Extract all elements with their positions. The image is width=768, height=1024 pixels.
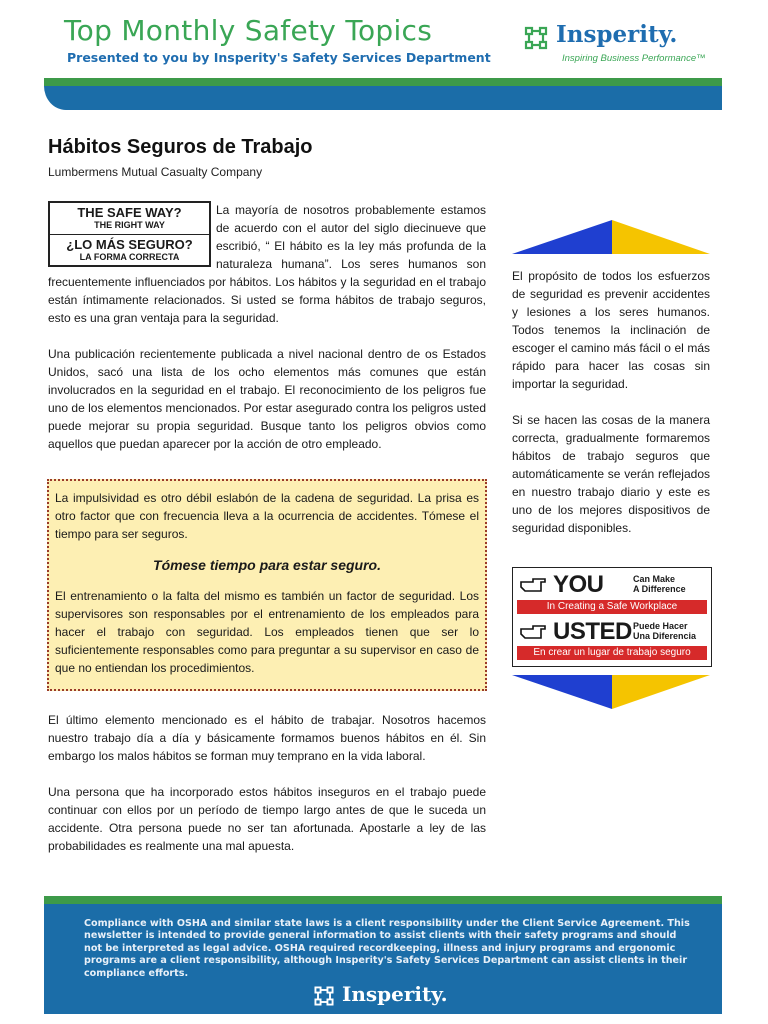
intro-text: La mayoría de nosotros probablemente estamos de acuerdo con el autor del siglo diecinueve que escribió, “ El hábito es la ley más profunda de la naturaleza humana”. Los seres humanos son frecuentemente influenciados por hábitos. Los hábitos y la seguridad en el trabajo están íntimamente relacionados. Si usted se forma hábitos de trabajo seguros, esto es una gran ventaja para la seguridad. [48,203,486,325]
insperity-logo [522,22,712,66]
safe-way-sign [48,201,211,267]
newsletter-title: Top Monthly Safety Topics [64,14,433,47]
newsletter-subtitle: Presented to you by Insperity's Safety Services Department [67,50,491,65]
main-column [48,136,486,855]
article-title: Hábitos Seguros de Trabajo [48,136,313,158]
poster-you: YOU [553,571,604,598]
poster-usted-line-1: Puede Hacer [633,621,688,631]
logo-wordmark: Insperity. [556,21,678,48]
poster-usted-line-2: Una Diferencia [633,631,697,641]
logo-tagline: Inspiring Business Performance™ [562,53,706,64]
pointing-hand-icon [519,577,547,593]
triangle-divider-top [512,220,710,254]
header-green-band [44,78,722,86]
paragraph-hazards: Una publicación recientemente publicada a nivel nacional dentro de os Estados Unidos, sacó una lista de los ocho elementos más comunes que están involucrados en la seguridad en el trabajo. El reconocimiento de los peligros fue uno de los elementos mencionados. Por estar asegurado contra los peligros usted puede mejorar su propia seguridad. Busque tanto los peligros obvios como aquellos que puedan aparecer por la acción de otro empleado. [48,347,486,451]
callout-paragraph-1: La impulsividad es otro débil eslabón de la cadena de seguridad. La prisa es otro factor que con frecuencia lleva a la ocurrencia de accidentes. Tómese el tiempo para ser seguros. [55,491,479,541]
intro-paragraph [48,201,486,327]
callout-box [47,479,487,691]
footer-logo-wordmark: Insperity. [342,982,448,1006]
header-blue-band [44,86,722,110]
triangle-divider-bottom [512,675,710,709]
footer-green-band [44,896,722,904]
poster-bar-english: In Creating a Safe Workplace [517,600,707,614]
paragraph-work-habit: El último elemento mencionado es el hábito de trabajar. Nosotros hacemos nuestro trabajo día a día y básicamente formamos buenos hábitos en él. Sin embargo los malos hábitos se forman muy temprano en la vida laboral. [48,713,486,763]
sidebar-paragraph-1: El propósito de todos los esfuerzos de seguridad es prevenir accidentes y lesiones a los seres humanos. Todos tenemos la inclinación de escoger el camino más fácil o el más rápido para hacer las cosas sin importar la seguridad. [512,269,710,391]
sign-line-1: THE SAFE WAY? [77,205,182,220]
you-can-make-difference-poster [512,567,712,667]
callout-paragraph-2: El entrenamiento o la falta del mismo es también un factor de seguridad. Los supervisores son responsables por el entrenamiento de los empleados para hacer el trabajo con seguridad. Los empleados tienen que ser lo suficientemente responsables como para preguntar a su supervisor en caso de que no entiendan los procedimientos. [55,589,479,675]
sign-line-4: LA FORMA CORRECTA [79,251,180,262]
poster-bar-spanish: En crear un lugar de trabajo seguro [517,646,707,660]
sign-line-2: THE RIGHT WAY [94,220,165,230]
sidebar-column [512,220,710,714]
pointing-hand-icon [519,624,547,640]
poster-you-line-1: Can Make [633,574,676,584]
article-source: Lumbermens Mutual Casualty Company [48,165,263,179]
insperity-mark-icon [312,984,336,1008]
footer-disclaimer: Compliance with OSHA and similar state laws is a client responsibility under the Client Service Agreement. This newsletter is intended to provide general information to assist clients with their safety programs and should not be interpreted as legal advice. OSHA required recordkeeping, illness and injury programs and ergonomic programs are a client responsibility, although Insperity's Safety Services Department can assist clients in their compliance efforts. [84,918,690,979]
callout-heading: Tómese tiempo para estar seguro. [153,557,381,573]
poster-usted: USTED [553,618,632,645]
insperity-mark-icon [522,24,550,52]
footer-insperity-logo [312,981,472,1011]
sidebar-paragraph-2: Si se hacen las cosas de la manera correcta, gradualmente formaremos hábitos de trabajo seguros que automáticamente se verán reflejados en nuestro trabajo diario y este es uno de los mejores dispositivos de seguridad disponibles. [512,413,710,535]
paragraph-odds: Una persona que ha incorporado estos hábitos inseguros en el trabajo puede continuar con ellos por un período de tiempo largo antes de que le suceda un accidente. Otra persona puede no ser tan afortunada. Apostarle a ley de las probabilidades es realmente una mal apuesta. [48,785,486,853]
sign-line-3: ¿LO MÁS SEGURO? [66,236,193,252]
poster-you-line-2: A Difference [633,584,686,594]
